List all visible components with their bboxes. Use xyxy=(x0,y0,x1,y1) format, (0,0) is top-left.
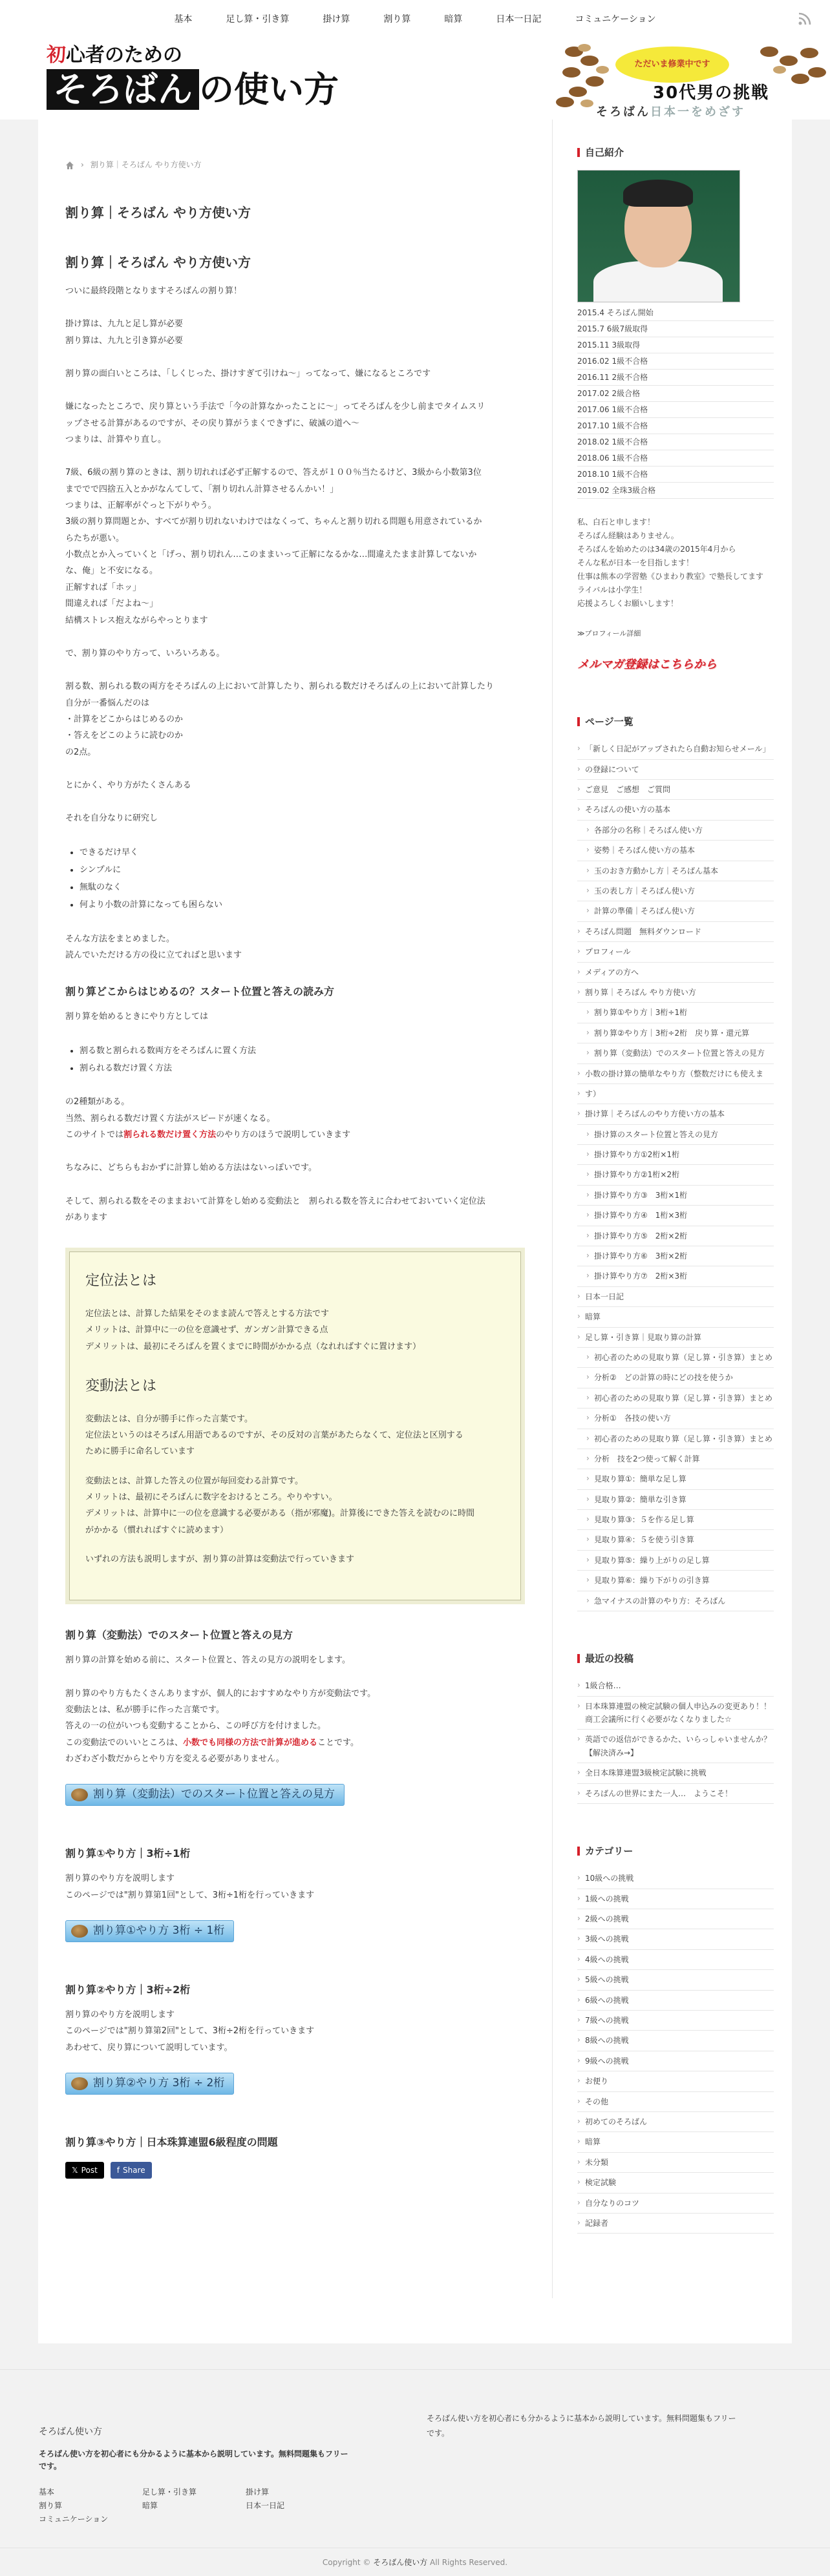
text-line: デメリットは、計算中に一の位を意識する必要がある（指が邪魔)。計算後にできた答えを読むのに時間 xyxy=(85,1509,475,1519)
page-link[interactable]: › 計算の準備｜そろばん使い方 xyxy=(577,901,774,921)
page-link[interactable]: › そろばん問題 無料ダウンロード xyxy=(577,922,774,942)
pages-list xyxy=(577,739,774,1611)
link-button-label: 割り算②やり方 3桁 ÷ 2桁 xyxy=(93,2077,225,2090)
title-accent-bar xyxy=(577,1847,580,1856)
text-line: そろばん経験はありません。 xyxy=(577,531,679,541)
text-line: 自分が一番悩んだのは xyxy=(65,698,150,708)
category-link[interactable]: › 9級への挑戦 xyxy=(577,2051,774,2071)
text-line: 変動法とは、自分が勝手に作った言葉です。 xyxy=(85,1414,253,1424)
text-line: 当然、割られる数だけ置く方法がスピードが速くなる。 xyxy=(65,1113,275,1124)
text-line: ために勝手に命名しています xyxy=(85,1447,195,1457)
page-link[interactable]: › 見取り算③：５を作る足し算 xyxy=(577,1510,774,1530)
footer xyxy=(0,2369,830,2531)
widget-title-text: 自己紹介 xyxy=(585,147,624,158)
text-fragment: のやり方のほうで説明していきます xyxy=(216,1130,351,1140)
text-line: つまりは、計算やり直し。 xyxy=(65,435,167,445)
page-link[interactable]: › 各部分の名称｜そろばん使い方 xyxy=(577,821,774,841)
history-item: 2017.06 1級不合格 xyxy=(577,402,774,418)
list-item: • 無駄のなく xyxy=(80,879,525,896)
text-line: 小数点とか入っていくと「げっ、割り切れん…このままいって正解になるかな…間違えたまま計算してないか xyxy=(65,550,477,560)
page-link[interactable]: › 小数の掛け算の簡単なやり方（整数だけにも使えま xyxy=(577,1064,774,1084)
text-line: 答えの一の位がいつも変動することから、この呼び方を付けました。 xyxy=(65,1721,326,1732)
text-line: 変動法とは、計算した答えの位置が毎回変わる計算です。 xyxy=(85,1476,303,1486)
list-item: • できるだけ早く xyxy=(80,844,525,861)
breadcrumb xyxy=(65,158,525,172)
box-paragraph xyxy=(85,1411,505,1460)
nav-item-multiplication[interactable]: 掛け算 xyxy=(323,14,350,25)
soroban-bead-icon xyxy=(71,1925,88,1938)
top-nav xyxy=(0,0,830,39)
category-link[interactable]: › 自分なりのコツ xyxy=(577,2194,774,2214)
text-line: そんな方法をまとめました。 xyxy=(65,934,175,944)
text-line: 仕事は熊本の学習塾《ひまわり教室》で塾長してます xyxy=(577,572,764,581)
categories-widget xyxy=(577,1843,774,2234)
title-accent-bar xyxy=(577,717,580,726)
paragraph-before-calc xyxy=(65,1652,525,1668)
profile-intro xyxy=(577,516,774,611)
sidebar xyxy=(553,120,792,2298)
text-line: まででで四捨五入とかがなんてして、「割り切れん計算させるんかい！」 xyxy=(65,484,339,494)
paragraph-requirements xyxy=(65,316,525,349)
text-line: そして、割られる数をそのままおいて計算をし始める変動法と 割られる数を答えに合わせておいていく定位法 xyxy=(65,1196,485,1206)
text-line: らたちが悪い。 xyxy=(65,533,125,543)
text-line: デメリットは、最初にそろばんを置くまでに時間がかかる点（なれればすぐに置けます） xyxy=(85,1341,421,1352)
breadcrumb-separator: › xyxy=(81,160,84,169)
profile-detail-link[interactable]: ≫プロフィール詳細 xyxy=(577,629,641,638)
paragraph-placement xyxy=(65,678,525,760)
header-subline-fade: 日本一をめざす xyxy=(650,105,745,119)
text-line: 割り算のやり方を説明します xyxy=(65,1874,175,1884)
footer-description: そろばん使い方を初心者にも分かるように基本から説明しています。無料問題集もフリーです。 xyxy=(39,2449,348,2471)
category-link[interactable]: › 2級への挑戦 xyxy=(577,1909,774,1929)
title-accent-bar xyxy=(577,148,580,157)
paragraph-hendoho-detail xyxy=(65,1686,525,1768)
x-post-label: Post xyxy=(81,2165,98,2175)
page-link[interactable]: › 見取り算⑥：繰り下がりの引き算 xyxy=(577,1571,774,1591)
title-accent-bar xyxy=(577,1654,580,1663)
facebook-icon: f xyxy=(116,2165,120,2175)
text-line: 割り算を始めるときにやり方としては xyxy=(65,1012,209,1022)
paragraph-grades xyxy=(65,465,525,628)
recent-post-link[interactable]: › 1級合格… xyxy=(577,1676,774,1696)
text-line: 定位法とは、計算した結果をそのまま読んで答えとする方法です xyxy=(85,1308,330,1319)
facebook-share-label: Share xyxy=(123,2165,145,2175)
list-item: • シンプルに xyxy=(80,861,525,879)
paragraph-division-1 xyxy=(65,1870,525,1903)
footer-left xyxy=(39,2411,349,2531)
page-link[interactable]: › 見取り算④：５を使う引き算 xyxy=(577,1530,774,1550)
rss-icon[interactable] xyxy=(798,12,812,26)
nav-item-basics[interactable]: 基本 xyxy=(174,14,193,25)
paragraph-research xyxy=(65,810,525,826)
facebook-share-button[interactable] xyxy=(111,2162,152,2179)
text-line: 割り算のやり方もたくさんありますが、個人的におすすめなやり方が変動法です。 xyxy=(65,1688,376,1699)
main-content xyxy=(38,120,553,2298)
soroban-bead-icon xyxy=(71,2077,88,2090)
categories-list xyxy=(577,1869,774,2234)
site-title-boxed: そろばん xyxy=(47,69,199,110)
paragraph-summary xyxy=(65,931,525,964)
paragraph-how-to-start xyxy=(65,1009,525,1025)
page-link[interactable]: › 割り算｜そろばん やり方使い方 xyxy=(577,983,774,1003)
recent-posts-widget xyxy=(577,1650,780,1804)
page-link[interactable]: › 掛け算やり方⑥ 3桁×2桁 xyxy=(577,1246,774,1266)
page-link[interactable]: › 玉のおき方動かし方｜そろばん基本 xyxy=(577,861,774,881)
history-item: 2018.06 1級不合格 xyxy=(577,450,774,466)
history-item: 2017.10 1級不合格 xyxy=(577,418,774,434)
section-title-division-2: 割り算②やり方｜3桁÷2桁 xyxy=(65,1984,191,1996)
text-line: 割る数、割られる数の両方をそろばんの上において計算したり、割られる数だけそろばんの上において計算したり xyxy=(65,682,495,692)
footer-nav-item[interactable]: 割り算 xyxy=(39,2501,63,2511)
nav-item-addition[interactable]: 足し算・引き算 xyxy=(226,14,290,25)
page-link[interactable]: › メディアの方へ xyxy=(577,963,774,983)
paragraph-modorizan xyxy=(65,399,525,448)
category-link[interactable]: › 4級への挑戦 xyxy=(577,1950,774,1970)
recent-post-link[interactable]: › 英語での返信ができるかた、いらっしゃいませんか？【解決済み→】 xyxy=(577,1730,774,1763)
history-item: 2015.7 6級7級取得 xyxy=(577,321,774,337)
top-nav-items xyxy=(174,12,655,28)
text-line: があります xyxy=(65,1213,108,1223)
page-link[interactable]: › 日本一日記 xyxy=(577,1287,774,1307)
pages-widget xyxy=(577,713,774,1611)
copyright xyxy=(0,2548,830,2576)
text-line: それを自分なりに研究し xyxy=(65,813,158,824)
page-link[interactable]: › 掛け算やり方①2桁×1桁 xyxy=(577,1145,774,1165)
box-paragraph xyxy=(85,1551,505,1567)
text-line: の2種類がある。 xyxy=(65,1097,130,1107)
text-line: 正解すれば「ホッ」 xyxy=(65,582,142,592)
copyright-suffix: All Rights Reserved. xyxy=(430,2558,508,2568)
entry-title: 割り算｜そろばん やり方使い方 xyxy=(65,255,251,270)
section-title-hendoho: 割り算（変動法）でのスタート位置と答えの見方 xyxy=(65,1629,293,1642)
history-item: 2015.11 3級取得 xyxy=(577,337,774,353)
text-line: 割り算は、九九と引き算が必要 xyxy=(65,335,184,346)
paragraph-methods-compare xyxy=(65,1193,525,1226)
profile-widget xyxy=(577,144,774,675)
copyright-site-link[interactable]: そろばん使い方 xyxy=(373,2558,428,2568)
text-line: 定位法というのはそろばん用語であるのですが、その反対の言葉があたらなくて、定位法と区別する xyxy=(85,1430,463,1440)
widget-title-text: ページ一覧 xyxy=(585,716,633,728)
page-link[interactable]: › 初心者のための見取り算（足し算・引き算）まとめ xyxy=(577,1429,774,1449)
page-link[interactable]: › 足し算・引き算｜見取り算の計算 xyxy=(577,1328,774,1348)
category-link[interactable]: › 3級への挑戦 xyxy=(577,1929,774,1949)
text-line: 割り算のやり方を説明します xyxy=(65,2010,175,2020)
text-line: の2点。 xyxy=(65,747,96,757)
text-line: いずれの方法も説明しますが、割り算の計算は変動法で行っていきます xyxy=(85,1554,355,1564)
link-button-label: 割り算（変動法）でのスタート位置と答えの見方 xyxy=(93,1788,335,1801)
history-item: 2016.11 2級不合格 xyxy=(577,370,774,386)
page-link[interactable]: › 分析① 各技の使い方 xyxy=(577,1408,774,1429)
history-item: 2016.02 1級不合格 xyxy=(577,353,774,370)
nav-item-mental-math[interactable]: 暗算 xyxy=(444,14,463,25)
list-item: • 割られる数だけ置く方法 xyxy=(80,1060,525,1077)
breadcrumb-current: 割り算｜そろばん やり方使い方 xyxy=(90,160,202,169)
category-link[interactable]: › 1級への挑戦 xyxy=(577,1889,774,1909)
history-item: 2015.4 そろばん開始 xyxy=(577,305,774,321)
page-link[interactable]: › 急マイナスの計算のやり方：そろばん xyxy=(577,1591,774,1611)
header-subline-main: そろばん xyxy=(596,105,650,119)
page-link[interactable]: › 割り算①やり方｜3桁÷1桁 xyxy=(577,1003,774,1023)
section-title-division-3: 割り算③やり方｜日本珠算連盟6級程度の問題 xyxy=(65,2136,278,2149)
page-link[interactable]: › 見取り算②：簡単な引き算 xyxy=(577,1490,774,1510)
link-button-label: 割り算①やり方 3桁 ÷ 1桁 xyxy=(93,1924,225,1938)
paragraph-two-types xyxy=(65,1094,525,1143)
site-header-banner[interactable] xyxy=(0,39,830,120)
page-link[interactable]: › 掛け算やり方③ 3桁×1桁 xyxy=(577,1186,774,1206)
category-link[interactable]: › 未分類 xyxy=(577,2153,774,2173)
widget-title xyxy=(577,1650,774,1667)
text-fragment: この変動法でのいいところは、 xyxy=(65,1737,184,1748)
text-line: ついに最終段階となりますそろばんの割り算！ xyxy=(65,286,242,296)
methods-list xyxy=(80,1042,525,1078)
history-item: 2018.02 1級不合格 xyxy=(577,434,774,450)
page-link[interactable]: › プロフィール xyxy=(577,942,774,962)
link-button-division-2[interactable] xyxy=(65,2073,234,2095)
x-icon: 𝕏 xyxy=(72,2165,78,2175)
list-item: • 割る数と割られる数両方をそろばんに置く方法 xyxy=(80,1042,525,1060)
text-fragment: このサイトでは xyxy=(65,1130,124,1140)
paragraph-division-2 xyxy=(65,2007,525,2056)
site-title-big-rest: の使い方 xyxy=(199,69,339,110)
highlight-text: 小数でも同様の方法で計算が進める xyxy=(183,1737,318,1748)
text-line: そんな私が日本一を目指します！ xyxy=(577,558,694,568)
list-item: • 何より小数の計算になっても困らない xyxy=(80,896,525,914)
page-link[interactable]: › 割り算（変動法）でのスタート位置と答えの見方 xyxy=(577,1043,774,1063)
text-line: で、割り算のやり方って、いろいろある。 xyxy=(65,648,225,658)
page-link[interactable]: › 掛け算｜そろばんのやり方使い方の基本 xyxy=(577,1104,774,1124)
category-link[interactable]: › 10級への挑戦 xyxy=(577,1869,774,1889)
section-title-start-position: 割り算どこからはじめるの？スタート位置と答えの読み方 xyxy=(65,985,335,998)
newsletter-link[interactable]: メルマガ登録はこちらから xyxy=(577,657,717,671)
text-line xyxy=(65,1735,525,1751)
footer-nav-item[interactable]: 暗算 xyxy=(142,2501,158,2511)
recent-post-link[interactable]: › 全日本珠算連盟3級検定試験に挑戦 xyxy=(577,1763,774,1783)
text-line: 掛け算は、九九と足し算が必要 xyxy=(65,319,184,330)
box-paragraph xyxy=(85,1473,505,1538)
text-line: とにかく、やり方がたくさんある xyxy=(65,780,191,790)
page-link[interactable]: › 姿勢｜そろばん使い方の基本 xyxy=(577,841,774,861)
footer-nav-item[interactable]: 日本一日記 xyxy=(246,2501,285,2511)
page-link[interactable]: › 玉の表し方｜そろばん使い方 xyxy=(577,881,774,901)
footer-nav-item[interactable]: コミュニケーション xyxy=(39,2515,109,2524)
footer-nav xyxy=(39,2486,349,2526)
text-line: ップさせる計算があるのですが、その戻り算がうまくできずに、破滅の道へ〜 xyxy=(65,418,360,428)
text-line: ライバルは小学生！ xyxy=(577,585,647,595)
text-line: 間違えれば「だよね〜」 xyxy=(65,599,158,609)
home-icon[interactable] xyxy=(65,161,74,170)
text-line: メリットは、最初にそろばんに数字をおけるところ。やりやすい。 xyxy=(85,1492,337,1502)
category-link[interactable]: › 初めてのそろばん xyxy=(577,2112,774,2132)
category-link[interactable]: › 7級への挑戦 xyxy=(577,2011,774,2031)
history-item: 2019.02 全珠3級合格 xyxy=(577,483,774,499)
box-paragraph xyxy=(85,1306,505,1355)
site-title-big xyxy=(47,68,339,111)
page-link[interactable]: › 初心者のための見取り算（足し算・引き算）まとめ xyxy=(577,1388,774,1408)
text-line: つまりは、正解率がぐっと下がりやう。 xyxy=(65,501,217,511)
text-line: 割り算の計算を始める前に、スタート位置と、答えの見方の説明をします。 xyxy=(65,1655,350,1666)
text-line: 応援よろしくお願いします！ xyxy=(577,599,679,609)
page-link[interactable]: › 掛け算やり方②1桁×2桁 xyxy=(577,1165,774,1185)
text-line: あわせて、戻り算について説明しています。 xyxy=(65,2042,233,2053)
text-line: メリットは、計算中に一の位を意識せず、ガンガン計算できる点 xyxy=(85,1325,328,1335)
widget-title-text: 最近の投稿 xyxy=(585,1653,634,1665)
category-link[interactable]: › 8級への挑戦 xyxy=(577,2031,774,2051)
text-line: わざわざ小数だからとやり方を変える必要がありません。 xyxy=(65,1754,284,1764)
widget-title xyxy=(577,713,774,730)
text-line: ちなみに、どちらもおかずに計算し始める方法はないっぽいです。 xyxy=(65,1163,317,1173)
paragraph-many-ways xyxy=(65,777,525,793)
speech-bubble: ただいま修業中です xyxy=(615,47,729,83)
recent-posts-list xyxy=(577,1676,780,1804)
widget-title xyxy=(577,1843,774,1859)
footer-nav-item[interactable]: 足し算・引き算 xyxy=(142,2487,197,2497)
category-link[interactable]: › 6級への挑戦 xyxy=(577,1991,774,2011)
header-challenge-text: 30代男の挑戦 xyxy=(653,83,770,103)
category-link[interactable]: › その他 xyxy=(577,2092,774,2112)
goals-list xyxy=(80,844,525,914)
history-list xyxy=(577,305,774,499)
footer-nav-item[interactable]: 掛け算 xyxy=(246,2487,270,2497)
site-title-small xyxy=(47,43,339,68)
category-link[interactable]: › 記録者 xyxy=(577,2214,774,2234)
footer-right: そろばん使い方を初心者にも分かるように基本から説明しています。無料問題集もフリーです。 xyxy=(427,2414,736,2438)
page-link[interactable]: › 掛け算やり方⑤ 2桁×2桁 xyxy=(577,1226,774,1246)
text-line: そろばんを始めたのは34歳の2015年4月から xyxy=(577,545,736,554)
text-line: 読んでいただける方の役に立てればと思います xyxy=(65,950,242,961)
text-line: 結構ストレス抱えながらやっとります xyxy=(65,615,208,625)
page-link[interactable]: › 掛け算やり方⑦ 2桁×3桁 xyxy=(577,1266,774,1286)
history-item: 2018.10 1級不合格 xyxy=(577,466,774,483)
text-line xyxy=(65,1127,525,1143)
nav-item-division[interactable]: 割り算 xyxy=(383,14,411,25)
text-line: がかかる（慣れればすぐに読めます） xyxy=(85,1525,229,1535)
history-item: 2017.02 2級合格 xyxy=(577,386,774,402)
site-title-red-char: 初 xyxy=(47,44,66,67)
text-line: このページでは"割り算第1回"として、3桁÷1桁を行っていきます xyxy=(65,1890,315,1900)
page-link[interactable]: › す） xyxy=(577,1084,774,1104)
page-container xyxy=(38,120,792,2343)
paragraph-methods xyxy=(65,645,525,662)
x-post-button[interactable] xyxy=(65,2162,104,2179)
photo-hair xyxy=(623,180,693,207)
page-link[interactable]: › の登録について xyxy=(577,760,774,780)
highlight-text: 割られる数だけ置く方法 xyxy=(123,1130,217,1140)
widget-title-text: カテゴリー xyxy=(585,1845,633,1858)
page-link[interactable]: › 見取り算⑤：繰り上がりの足し算 xyxy=(577,1551,774,1571)
page-link[interactable]: › 分析② どの計算の時にどの技を使うか xyxy=(577,1368,774,1388)
link-button-hendoho[interactable] xyxy=(65,1784,345,1806)
category-link[interactable]: › お便り xyxy=(577,2071,774,2091)
text-line: ・計算をどこからはじめるのか xyxy=(65,714,184,724)
site-title[interactable] xyxy=(47,43,339,111)
page-link[interactable]: › 分析 技を2つ使って解く計算 xyxy=(577,1449,774,1469)
nav-item-communication[interactable]: コミュニケーション xyxy=(575,14,656,25)
page-link[interactable]: › 掛け算やり方④ 1桁×3桁 xyxy=(577,1206,774,1226)
page-link[interactable]: › 初心者のための見取り算（足し算・引き算）まとめ xyxy=(577,1348,774,1368)
page-link[interactable]: › 見取り算①：簡単な足し算 xyxy=(577,1469,774,1489)
page-link[interactable]: › 割り算②やり方｜3桁÷2桁 戻り算・還元算 xyxy=(577,1023,774,1043)
section-title-division-1: 割り算①やり方｜3桁÷1桁 xyxy=(65,1847,191,1860)
nav-item-diary[interactable]: 日本一日記 xyxy=(496,14,542,25)
text-line: 変動法とは、私が勝手に作った言葉です。 xyxy=(65,1704,224,1715)
profile-photo xyxy=(577,170,740,302)
page-link[interactable]: › 「新しく日記がアップされたら自動お知らせメール」 xyxy=(577,739,774,759)
text-line: な、俺」と不安になる。 xyxy=(65,566,158,576)
footer-site-name[interactable]: そろばん使い方 xyxy=(39,2427,102,2438)
box-title-teiiho: 定位法とは xyxy=(85,1273,157,1290)
page-link[interactable]: › 掛け算のスタート位置と答えの見方 xyxy=(577,1125,774,1145)
text-line: このページでは"割り算第2回"として、3桁÷2桁を行っていきます xyxy=(65,2026,315,2037)
box-title-hendoho: 変動法とは xyxy=(85,1378,157,1394)
widget-title xyxy=(577,144,774,161)
soroban-bead-icon xyxy=(71,1788,88,1801)
category-link[interactable]: › 5級への挑戦 xyxy=(577,1970,774,1990)
page-link[interactable]: › そろばんの使い方の基本 xyxy=(577,800,774,820)
paragraph-note xyxy=(65,1160,525,1176)
intro-paragraph xyxy=(65,283,525,299)
recent-post-link[interactable]: › 日本珠算連盟の検定試験の個人申込みの変更あり！！ 商工会議所に行く必要がなくなりました☆ xyxy=(577,1697,774,1730)
text-line: 私、白石と申します！ xyxy=(577,518,655,527)
text-line: 3級の割り算問題とか、すべてが割り切れないわけではなくって、ちゃんと割り切れる問題も用意されているか xyxy=(65,517,482,527)
header-subline xyxy=(596,102,745,120)
recent-post-link[interactable]: › そろばんの世界にまた一人… ようこそ！ xyxy=(577,1784,774,1804)
text-fragment: ことです。 xyxy=(317,1737,359,1748)
share-buttons xyxy=(65,2162,525,2179)
text-line: ・答えをどこのように読むのか xyxy=(65,731,184,741)
page-title: 割り算｜そろばん やり方使い方 xyxy=(65,205,251,220)
category-link[interactable]: › 暗算 xyxy=(577,2132,774,2152)
paragraph-interesting xyxy=(65,366,525,382)
site-title-small-rest: 心者のための xyxy=(66,44,182,67)
text-line: 7級、6級の割り算のときは、割り切れれば必ず正解するので、答えが１００％当たるけど、3級から小数第3位 xyxy=(65,468,482,478)
text-line: 割り算の面白いところは、「しくじった、掛けすぎて引けね〜」ってなって、嫌になるところです xyxy=(65,369,431,379)
link-button-division-1[interactable] xyxy=(65,1920,234,1942)
text-line: 嫌になったところで、戻り算という手法で「今の計算なかったことに〜」ってそろばんを少し前までタイムスリ xyxy=(65,402,485,412)
footer-nav-item[interactable]: 基本 xyxy=(39,2487,55,2497)
method-explanation-box xyxy=(69,1251,521,1600)
copyright-prefix: Copyright © xyxy=(322,2558,371,2568)
page-link[interactable]: › ご意見 ご感想 ご質問 xyxy=(577,780,774,800)
category-link[interactable]: › 検定試験 xyxy=(577,2173,774,2193)
page-link[interactable]: › 暗算 xyxy=(577,1307,774,1327)
